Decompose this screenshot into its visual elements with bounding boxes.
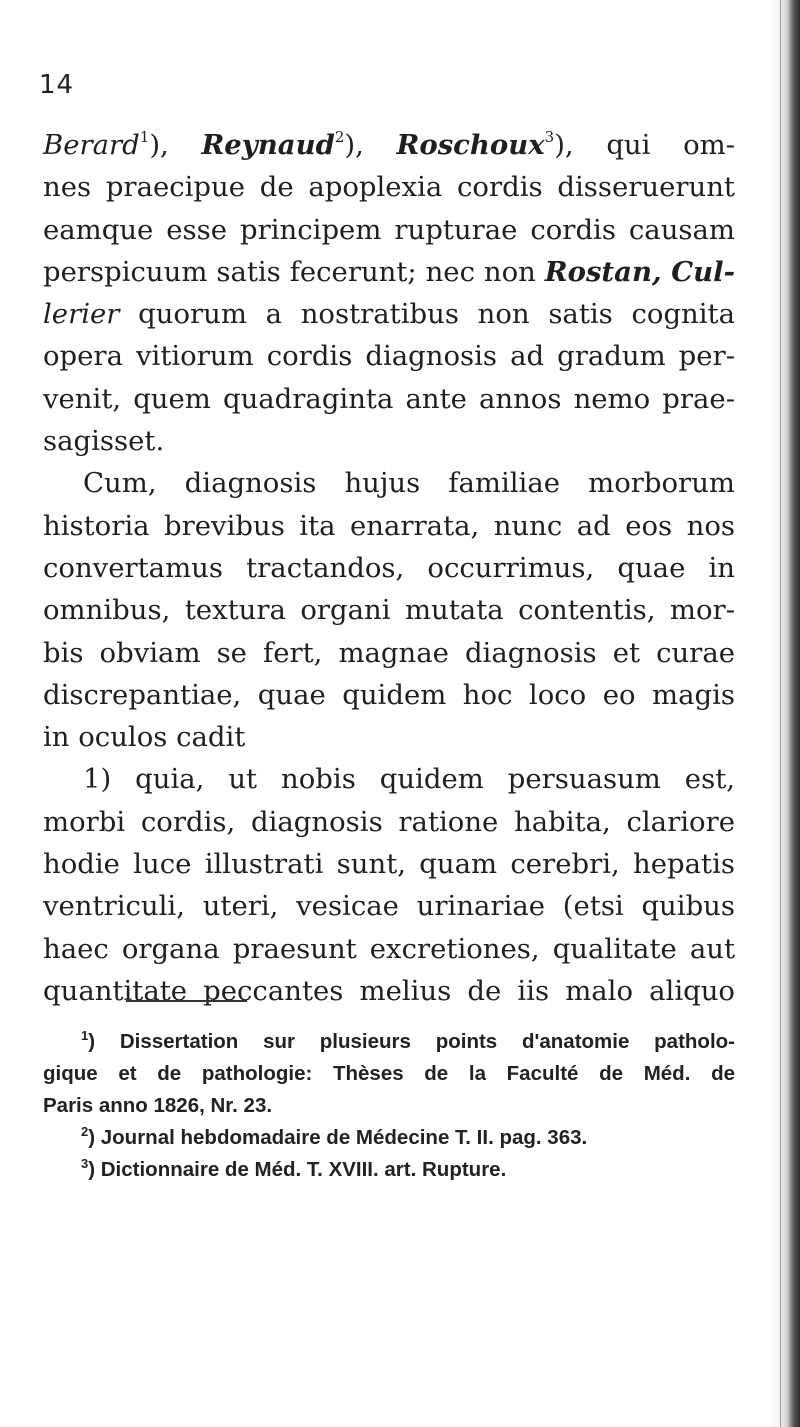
text-run: morbi cordis, diagnosis ratione habita, clariore <box>43 805 735 838</box>
text-line <box>43 124 735 166</box>
text-run: venit, quem quadraginta ante annos nemo prae- <box>43 382 735 415</box>
text-run: ), qui om- <box>554 129 735 161</box>
text-line <box>43 547 735 589</box>
text-run: ), <box>149 129 202 161</box>
footnote-line <box>43 1090 735 1122</box>
footnote-text: ) Journal hebdomadaire de Médecine T. II. pag. 363. <box>88 1126 588 1149</box>
footnote-text: gique et de pathologie: Thèses de la Faculté de Méd. de <box>43 1062 735 1085</box>
text-line <box>43 843 735 885</box>
text-run: haec organa praesunt excretiones, qualitate aut <box>43 932 735 965</box>
text-line <box>43 505 735 547</box>
footnote-reference: 3 <box>544 128 555 146</box>
text-run: historia brevibus ita enarrata, nunc ad eos nos <box>43 509 735 542</box>
paragraph <box>43 124 735 462</box>
text-run: omnibus, textura organi mutata contentis, mor- <box>43 594 735 627</box>
page-binding-edge <box>768 0 800 1427</box>
text-run: Cum, diagnosis hujus familiae morborum <box>83 467 735 500</box>
text-line <box>43 885 735 927</box>
footnote-line <box>43 1026 735 1058</box>
footnote <box>43 1122 735 1154</box>
text-line <box>43 293 735 335</box>
text-run: quantitate peccantes melius de iis malo aliquo <box>43 974 735 1007</box>
text-run: quorum a nostratibus non satis cognita <box>119 298 735 331</box>
text-line <box>43 716 735 758</box>
text-run: nes praecipue de apoplexia cordis disseruerunt <box>43 171 735 204</box>
text-run: hodie luce illustrati sunt, quam cerebri, hepatis <box>43 848 735 881</box>
text-line <box>43 928 735 970</box>
footnote <box>43 1154 735 1186</box>
text-line <box>43 758 735 800</box>
text-run: in oculos cadit <box>43 721 246 754</box>
text-line <box>43 209 735 251</box>
footnote-rule <box>126 1000 247 1002</box>
footnotes <box>43 1026 735 1186</box>
text-line <box>43 801 735 843</box>
author-name: Berard <box>43 129 140 161</box>
footnote <box>43 1026 735 1122</box>
main-text <box>43 124 735 1012</box>
footnote-text: ) Dictionnaire de Méd. T. XVIII. art. Rupture. <box>88 1158 507 1181</box>
text-line <box>43 378 735 420</box>
author-name: Roschoux <box>396 129 545 161</box>
text-line <box>43 632 735 674</box>
footnote-text: Paris anno 1826, Nr. 23. <box>43 1094 273 1117</box>
paragraph <box>43 462 735 758</box>
footnote-line <box>43 1058 735 1090</box>
author-name: Rostan, Cul- <box>544 255 735 288</box>
footnote-line <box>43 1122 735 1154</box>
page-number: 14 <box>39 70 75 100</box>
footnote-number: 2 <box>81 1124 89 1139</box>
text-run: perspicuum satis fecerunt; nec non <box>43 255 545 288</box>
text-line <box>43 589 735 631</box>
text-line <box>43 462 735 504</box>
footnote-reference: 2 <box>334 128 345 146</box>
text-run: sagisset. <box>43 425 165 458</box>
footnote-number: 3 <box>81 1156 89 1171</box>
text-line <box>43 970 735 1012</box>
paragraph <box>43 758 735 1012</box>
text-line <box>43 166 735 208</box>
footnote-reference: 1 <box>139 128 150 146</box>
text-line <box>43 674 735 716</box>
text-run: ), <box>344 129 397 161</box>
footnote-text: ) Dissertation sur plusieurs points d'anatomie patholo- <box>88 1030 735 1053</box>
footnote-number: 1 <box>81 1028 89 1043</box>
footnote-line <box>43 1154 735 1186</box>
author-name: lerier <box>43 298 120 331</box>
author-name: Reynaud <box>201 129 335 161</box>
text-run: eamque esse principem rupturae cordis causam <box>43 213 735 246</box>
text-run: convertamus tractandos, occurrimus, quae in <box>43 551 735 584</box>
text-run: 1) quia, ut nobis quidem persuasum est, <box>83 763 735 796</box>
text-run: bis obviam se fert, magnae diagnosis et curae <box>43 636 735 669</box>
text-run: opera vitiorum cordis diagnosis ad gradum per- <box>43 340 735 373</box>
text-line <box>43 335 735 377</box>
text-run: discrepantiae, quae quidem hoc loco eo magis <box>43 678 735 711</box>
text-line <box>43 251 735 293</box>
text-run: ventriculi, uteri, vesicae urinariae (etsi quibus <box>43 890 735 923</box>
text-line <box>43 420 735 462</box>
